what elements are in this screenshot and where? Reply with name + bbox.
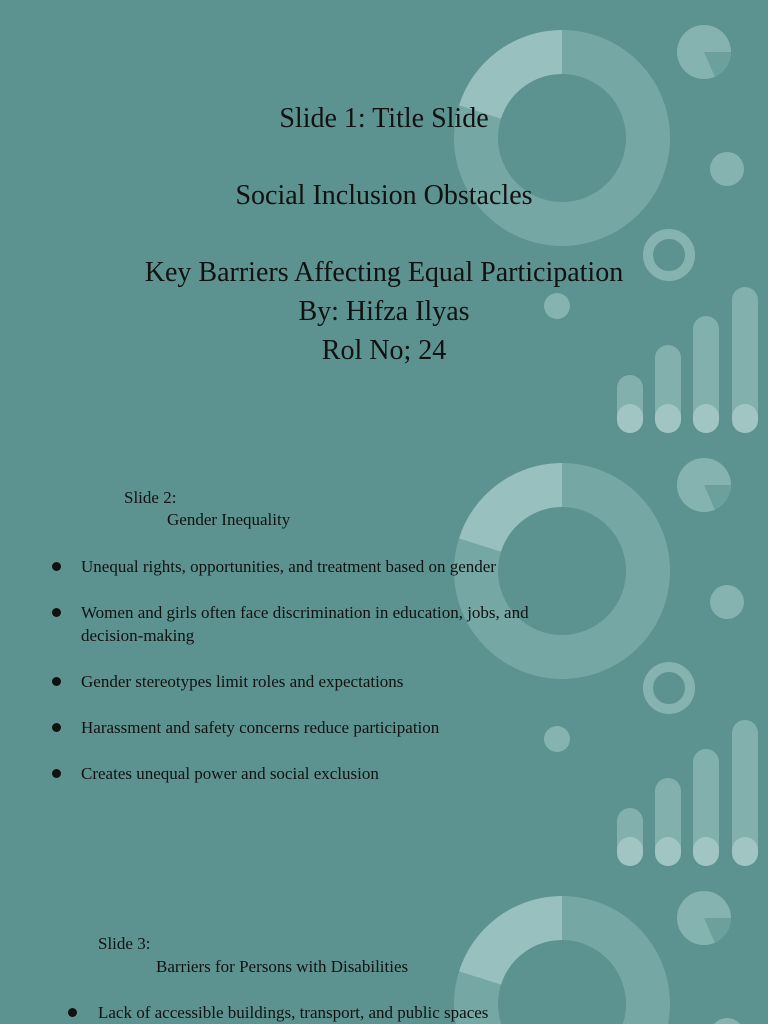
slide3-title: Barriers for Persons with Disabilities [156, 957, 409, 976]
bullet-dot-icon [52, 723, 61, 732]
bullet-text: Creates unequal power and social exclusion [81, 764, 379, 783]
bullet-text: Lack of accessible buildings, transport, and public spaces [98, 1003, 489, 1022]
bullet-text: Unequal rights, opportunities, and treatment based on gender [81, 557, 496, 576]
bullet-text: Women and girls often face discrimination in education, jobs, and [81, 603, 529, 622]
bullet-text: Gender stereotypes limit roles and expectations [81, 672, 404, 691]
bullet-text-continued: decision-making [81, 626, 195, 645]
bullet-dot-icon [52, 608, 61, 617]
page-2 [0, 433, 768, 866]
slide2-label: Slide 2: [124, 488, 177, 507]
slide1-author: By: Hifza Ilyas [298, 296, 470, 327]
slide1-subtitle: Key Barriers Affecting Equal Participation [144, 257, 624, 288]
slide1-heading: Slide 1: Title Slide [279, 103, 489, 134]
slide3-label: Slide 3: [98, 934, 151, 953]
bullet-dot-icon [68, 1008, 77, 1017]
slide2-title: Gender Inequality [167, 510, 291, 529]
page-1 [0, 0, 768, 433]
bullet-dot-icon [52, 769, 61, 778]
slide1-roll: Rol No; 24 [321, 335, 447, 366]
slide1-title: Social Inclusion Obstacles [235, 180, 533, 211]
bullet-text: Harassment and safety concerns reduce participation [81, 718, 440, 737]
bullet-dot-icon [52, 562, 61, 571]
background-decoration [0, 0, 768, 433]
background-decoration [0, 433, 768, 866]
page-3 [0, 866, 768, 1024]
bullet-dot-icon [52, 677, 61, 686]
